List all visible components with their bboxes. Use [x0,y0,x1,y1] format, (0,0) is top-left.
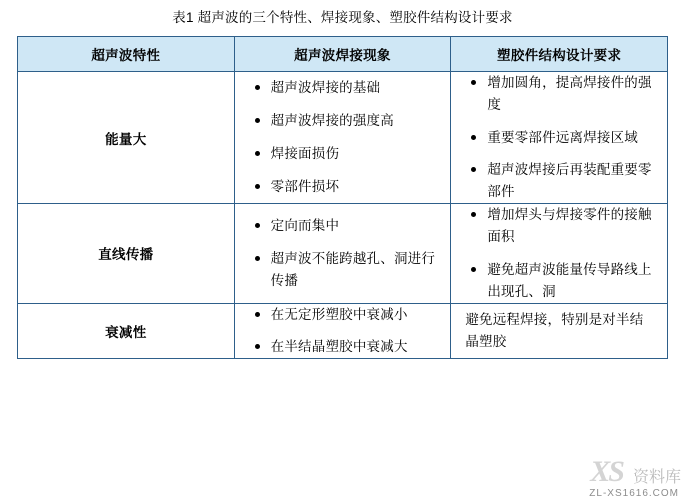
watermark-url: ZL-XS1616.COM [589,488,679,499]
list-item: 超声波焊接的基础 [235,77,451,99]
list-item: 避免超声波能量传导路线上出现孔、洞 [451,259,667,303]
design-text: 避免远程焊接，特别是对半结晶塑胶 [465,312,644,349]
list-item: 零部件损坏 [235,176,451,198]
list-item: 定向而集中 [235,215,451,237]
watermark-url-wrap [589,488,679,499]
table-row [18,303,668,359]
list-item: 超声波不能跨越孔、洞进行传播 [235,248,451,292]
table-body [18,71,668,358]
table-caption: 表1 超声波的三个特性、焊接现象、塑胶件结构设计要求 [172,10,513,25]
column-header-design: 塑胶件结构设计要求 [451,36,668,71]
design-list [451,72,667,203]
feature-label: 衰减性 [18,303,235,359]
specs-table [17,36,668,359]
column-header-feature: 超声波特性 [18,36,235,71]
list-item: 在无定形塑胶中衰减小 [235,304,451,326]
list-item: 重要零部件远离焊接区域 [451,127,667,149]
design-cell [451,71,668,203]
list-item: 超声波焊接的强度高 [235,110,451,132]
list-item: 超声波焊接后再装配重要零部件 [451,159,667,203]
list-item: 增加焊头与焊接零件的接触面积 [451,204,667,248]
phenomena-list [235,215,451,292]
table-header [18,36,668,71]
list-item: 在半结晶塑胶中衰减大 [235,336,451,358]
design-cell [451,204,668,303]
phenomena-cell [234,71,451,203]
design-list [451,204,667,302]
table-row [18,71,668,203]
table-header-row [18,36,668,71]
phenomena-list [235,304,451,359]
watermark-chinese: 资料库 [632,469,681,486]
phenomena-list [235,77,451,197]
list-item: 焊接面损伤 [235,143,451,165]
feature-label: 能量大 [18,71,235,203]
table-row [18,204,668,303]
phenomena-cell [234,303,451,359]
column-header-phenomena: 超声波焊接现象 [234,36,451,71]
list-item: 增加圆角，提高焊接件的强度 [451,72,667,116]
feature-label: 直线传播 [18,204,235,303]
design-cell [451,303,668,359]
watermark-logo: XS [590,455,623,488]
phenomena-cell [234,204,451,303]
